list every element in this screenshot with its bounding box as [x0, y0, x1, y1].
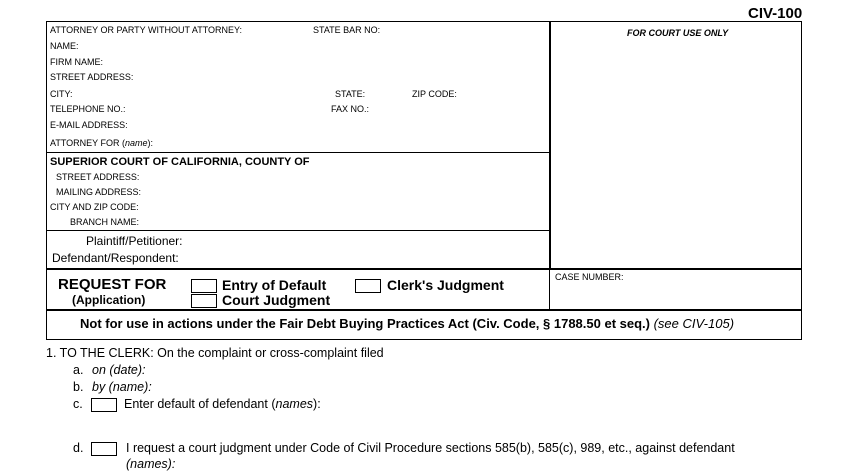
email-label: E-MAIL ADDRESS:: [50, 120, 128, 130]
divider-case-number: [549, 269, 550, 310]
item1a-text: on (date):: [92, 363, 146, 377]
item1d-text: I request a court judgment under Code of Civil Procedure sections 585(b), 585(c), 989, etc., against defendant: [126, 441, 735, 455]
court-city-zip-label: CITY AND ZIP CODE:: [50, 202, 139, 212]
court-judgment-checkbox[interactable]: [191, 294, 217, 308]
state-bar-label: STATE BAR NO:: [313, 25, 381, 35]
court-title: SUPERIOR COURT OF CALIFORNIA, COUNTY OF: [50, 156, 310, 168]
zip-label: ZIP CODE:: [412, 89, 457, 99]
name-label: NAME:: [50, 41, 79, 51]
defendant-label: Defendant/Respondent:: [52, 251, 179, 265]
item1d-label: d.: [73, 441, 84, 455]
request-title: REQUEST FOR: [58, 276, 167, 293]
telephone-label: TELEPHONE NO.:: [50, 104, 126, 114]
court-use-box: [549, 21, 802, 270]
item1b-label: b.: [73, 380, 84, 394]
fax-label: FAX NO.:: [331, 104, 370, 114]
case-number-label: CASE NUMBER:: [555, 272, 624, 282]
court-street-label: STREET ADDRESS:: [56, 172, 140, 182]
item1c-text: Enter default of defendant (names):: [124, 397, 321, 411]
item1c-checkbox[interactable]: [91, 398, 117, 412]
item1d-names: (names):: [126, 457, 176, 471]
clerks-judgment-checkbox[interactable]: [355, 279, 381, 293]
divider-parties: [47, 230, 550, 231]
entry-default-checkbox[interactable]: [191, 279, 217, 293]
divider-court: [47, 152, 550, 153]
item1a-label: a.: [73, 363, 84, 377]
plaintiff-label: Plaintiff/Petitioner:: [86, 234, 183, 248]
form-id: CIV-100: [748, 5, 803, 22]
state-label: STATE:: [335, 89, 366, 99]
attorney-header: ATTORNEY OR PARTY WITHOUT ATTORNEY:: [50, 25, 243, 35]
item1d-checkbox[interactable]: [91, 442, 117, 456]
notice-text: Not for use in actions under the Fair Debt Buying Practices Act (Civ. Code, § 1788.50 et seq.) (see CIV-105): [80, 316, 735, 331]
court-mailing-label: MAILING ADDRESS:: [56, 187, 142, 197]
court-judgment-label: Court Judgment: [222, 292, 331, 308]
entry-default-label: Entry of Default: [222, 277, 327, 293]
request-subtitle: (Application): [72, 293, 146, 307]
item1-heading: 1. TO THE CLERK: On the complaint or cross-complaint filed: [46, 346, 384, 360]
city-label: CITY:: [50, 89, 73, 99]
branch-name-label: BRANCH NAME:: [70, 217, 140, 227]
clerks-judgment-label: Clerk's Judgment: [387, 277, 504, 293]
item1b-text: by (name):: [92, 380, 152, 394]
attorney-for-label: ATTORNEY FOR (name):: [50, 138, 154, 148]
street-address-label: STREET ADDRESS:: [50, 72, 134, 82]
court-use-label: FOR COURT USE ONLY: [627, 28, 729, 38]
firm-name-label: FIRM NAME:: [50, 57, 103, 67]
item1c-label: c.: [73, 397, 83, 411]
